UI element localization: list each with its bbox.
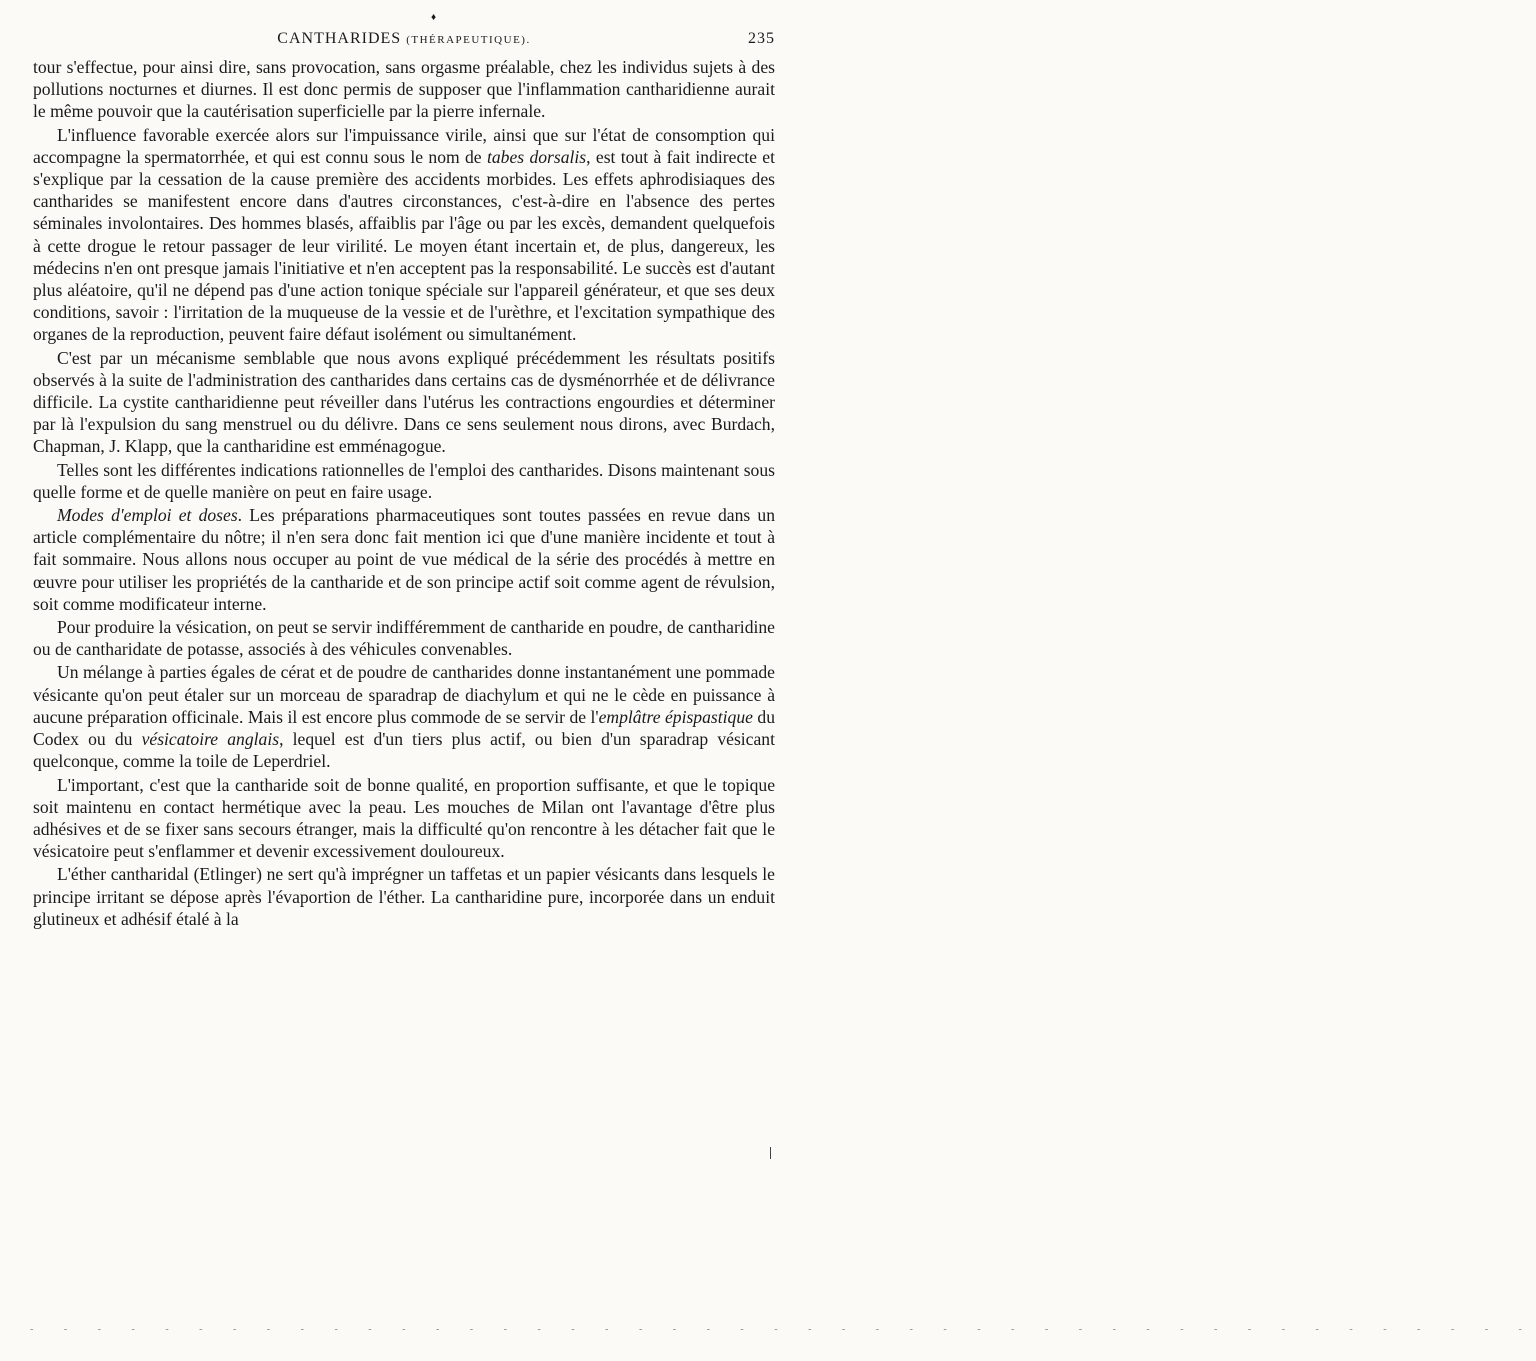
italic-text: vésicatoire anglais [141,729,280,750]
paragraph [33,774,775,863]
paragraph-text: , lequel est d'un tiers plus actif, ou bien d'un sparadrap vésicant quelconque, comme la toile de Leperdriel. [33,729,775,772]
paragraph-text: . Les préparations pharmaceutiques sont toutes passées en revue dans un article complémentaire du nôtre; il n'en sera donc fait mention ici que d'une manière incidente et tout à fait sommaire. Nous allons nous occuper au point de vue médical de la série des procédés à mettre en œuvre pour utiliser les propriétés de la cantharide et de son principe actif soit comme agent de révulsion, soit comme modificateur interne. [33,505,775,614]
body-text [33,56,775,930]
paragraph-text: , est tout à fait indirecte et s'explique par la cessation de la cause première des accidents morbides. Les effets aphrodisiaques des cantharides se manifestent encore dans d'autres circonstances, c'est-à-dire en l'absence des pertes séminales involontaires. Des hommes blasés, affaiblis par l'âge ou par les excès, demandent quelquefois à cette drogue le retour passager de leur virilité. Le moyen étant incertain et, de plus, dangereux, les médecins n'en ont presque jamais l'initiative et n'en acceptent pas la responsabilité. Le succès est d'autant plus aléatoire, qu'il ne dépend pas d'une action tonique spéciale sur l'appareil générateur, et que ses deux conditions, savoir : l'irritation de la muqueuse de la vessie et de l'urèthre, et l'excitation sympathique des organes de la reproduction, peuvent faire défaut isolément ou simultanément. [33,146,775,345]
paragraph-text: C'est par un mécanisme semblable que nous avons expliqué précédemment les résultats positifs observés à la suite de l'administration des cantharides dans certains cas de dysménorrhée et de délivrance difficile. La cystite cantharidienne peut réveiller dans l'utérus les contractions engourdies et déterminer par là l'expulsion du sang menstruel ou du délivre. Dans ce sens seulement nous dirons, avec Burdach, Chapman, J. Klapp, que la cantharidine est emménagogue. [33,347,775,457]
paragraph [33,661,775,772]
paragraph [33,616,775,660]
running-title-main: CANTHARIDES [277,30,402,47]
paragraph [33,56,775,123]
paragraph-text: tour s'effectue, pour ainsi dire, sans provocation, sans orgasme préalable, chez les individus sujets à des pollutions nocturnes et diurnes. Il est donc permis de supposer que l'inflammation cantharidienne aurait le même pouvoir que la cautérisation superficielle par la pierre infernale. [33,57,775,122]
running-title [33,30,775,48]
paragraph-text: L'éther cantharidal (Etlinger) ne sert qu'à imprégner un taffetas et un papier vésicants dans lesquels le principe irritant se dépose après l'évaportion de l'éther. La cantharidine pure, incorporée dans un enduit glutineux et adhésif étalé à la [33,864,775,929]
paragraph-text: Telles sont les différentes indications rationnelles de l'emploi des cantharides. Disons maintenant sous quelle forme et de quelle manière on peut en faire usage. [33,459,775,502]
paragraph [33,124,775,346]
header-ornament: ♦ [431,12,438,23]
document-page [33,12,776,931]
margin-mark [770,1147,771,1159]
italic-text: emplâtre épispastique [598,706,753,727]
paragraph-text: L'influence favorable exercée alors sur l'impuissance virile, ainsi que sur l'état de consomption qui accompagne la spermatorrhée, et qui est connu sous le nom de [33,124,775,167]
running-title-sub: (THÉRAPEUTIQUE). [406,34,531,46]
paragraph [33,504,775,615]
italic-text: Modes d'emploi et doses [57,505,238,526]
paragraph-text: L'important, c'est que la cantharide soit de bonne qualité, en proportion suffisante, et que le topique soit maintenu en contact hermétique avec la peau. Les mouches de Milan ont l'avantage d'être plus adhésives et de se fixer sans secours étranger, mais la difficulté qu'on rencontre à les détacher fait que le vésicatoire peut s'enflammer et devenir excessivement douloureux. [33,774,775,862]
scan-artifact: - - - - - - - - - - - - - - - - - - - - - - - - - - - - - - - - - - - - - - - - - - - - - [30,1324,1536,1335]
paragraph-text: du Codex ou du [33,706,776,750]
paragraph [33,459,775,503]
paragraph-text: Un mélange à parties égales de cérat et de poudre de cantharides donne instantanément une pommade vésicante qu'on peut étaler sur un morceau de sparadrap de diachylum et qui ne le cède en puissance à aucune préparation officinale. Mais il est encore plus commode de se servir de l' [33,662,775,727]
paragraph [33,347,775,458]
paragraph-text: Pour produire la vésication, on peut se servir indifféremment de cantharide en poudre, de cantharidine ou de cantharidate de potasse, associés à des véhicules convenables. [33,617,775,660]
running-header [33,12,775,54]
italic-text: tabes dorsalis [486,146,587,167]
paragraph [33,863,775,930]
page-number: 235 [748,30,775,47]
